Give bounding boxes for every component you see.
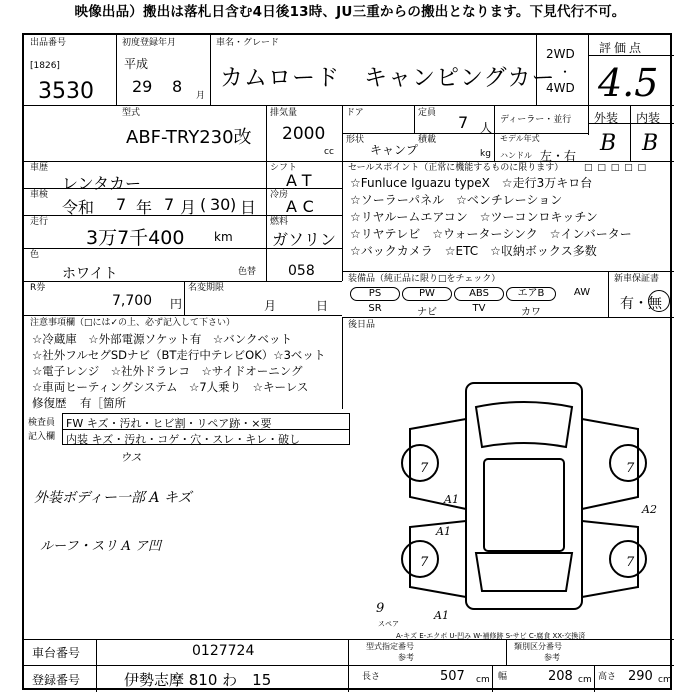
auction-sheet: [22, 33, 672, 690]
sales-point-line: ☆Funluce Iguazu typeX ☆走行3万キロ台: [350, 176, 593, 190]
equip-leather: カワ: [521, 307, 541, 318]
equip-navi: ナビ: [417, 307, 437, 318]
model-name: カムロード キャンピングカー: [220, 65, 556, 91]
inspection-era: 令和: [62, 198, 95, 217]
inspection-year: 7: [116, 195, 127, 214]
height-value: 290: [628, 669, 653, 684]
inspection-day: 30: [210, 195, 231, 214]
type-label: 型式: [122, 108, 141, 118]
color-code: 058: [288, 263, 315, 279]
width-unit: cm: [578, 675, 592, 685]
equip-aw: AW: [573, 287, 591, 298]
plate-label: 登録番号: [32, 673, 81, 687]
color-value: ホワイト: [62, 266, 118, 282]
shift-label: シフト: [270, 163, 298, 173]
mileage-label: 走行: [30, 217, 49, 227]
diagram-mark: 7: [420, 461, 429, 476]
displacement-label: 排気量: [270, 108, 298, 118]
registration-month-unit: 月: [196, 91, 206, 101]
sales-point-line: ☆ソーラーパネル ☆ベンチレーション: [350, 193, 563, 207]
new-car-value: 有・無: [620, 296, 662, 312]
lot-label: 出品番号: [30, 38, 67, 48]
title-change-month: 月: [264, 299, 277, 313]
body-shape-label: 形状: [346, 135, 365, 145]
handwritten-note-1: 外装ボディー一部 A キズ: [34, 490, 192, 506]
grade-value: 4.5: [598, 61, 659, 105]
registration-year: 29: [132, 77, 153, 96]
inspection-month: 7: [164, 195, 175, 214]
equip-pw: PW: [402, 287, 452, 301]
exterior-value: B: [600, 131, 617, 156]
inspection-month-unit: 月: [180, 198, 197, 217]
note-line: ☆車両ヒーティングシステム ☆7人乗り ☆キーレス: [32, 380, 309, 394]
registration-label: 初度登録年月: [122, 38, 177, 48]
capacity-label: 定員: [418, 108, 437, 118]
type-value: ABF-TRY230改: [126, 127, 252, 148]
inspection-open-paren: (: [200, 195, 207, 214]
shift-value: AT: [286, 171, 318, 190]
category-value: 参考: [544, 653, 560, 662]
inspector-mark: ウス: [120, 451, 142, 464]
diagram-mark: A2: [642, 503, 657, 516]
body-shape-value: キャンプ: [370, 143, 419, 157]
diagram-mark: 7: [626, 555, 635, 570]
drive-separator: ・: [559, 65, 572, 79]
interior-value: B: [642, 131, 659, 156]
equip-tv: TV: [472, 303, 486, 314]
inspection-day-unit: 日: [240, 198, 257, 217]
doors-label: ドア: [346, 108, 364, 118]
diagram-mark: 9: [376, 601, 385, 616]
length-unit: cm: [476, 675, 490, 685]
drive-4wd: 4WD: [546, 81, 575, 95]
designated-label: 型式指定番号: [366, 642, 414, 651]
history-value: レンタカー: [62, 174, 141, 193]
recycle-unit: 円: [170, 297, 183, 311]
ac-label: 冷房: [270, 190, 289, 200]
recycle-value: 7,700: [112, 293, 153, 309]
inspector-label-2: 記入欄: [28, 432, 56, 442]
drive-2wd: 2WD: [546, 47, 575, 61]
category-label: 類別区分番号: [514, 642, 562, 651]
diagram-legend: A-キズ E-エクボ U-凹み W-補修跡 S-サビ C-腐食 XX-交換済: [396, 632, 586, 640]
length-value: 507: [440, 669, 465, 684]
height-unit: cm: [658, 675, 672, 685]
model-year-label: モデル年式: [500, 134, 540, 143]
diagram-mark: A1: [436, 525, 451, 538]
new-car-label: 新車保証書: [614, 274, 660, 284]
capacity-value: 7: [458, 113, 469, 132]
height-label: 高さ: [598, 672, 617, 682]
dealer-label: ディーラー・並行: [500, 115, 572, 125]
mileage-value: 3万7千400: [86, 227, 185, 249]
rear-seat-label: 後日品: [348, 320, 376, 330]
chassis-value: 0127724: [192, 643, 255, 659]
repair-value: 有［箇所: [80, 396, 126, 410]
fuel-value: ガソリン: [272, 230, 337, 249]
sales-points-list: [350, 175, 672, 260]
note-line: ☆冷蔵庫 ☆外部電源ソケット有 ☆バンクベット: [32, 332, 293, 346]
displacement-value: 2000: [282, 124, 326, 144]
vehicle-diagram: [380, 377, 670, 617]
load-unit: kg: [480, 149, 491, 159]
notes-list: [32, 331, 342, 395]
spare-label: スペア: [378, 620, 399, 628]
title-change-label: 名変期限: [188, 283, 225, 293]
color-code-label: 色替: [238, 267, 257, 277]
diagram-mark: A1: [444, 493, 459, 506]
capacity-unit: 人: [480, 121, 493, 135]
fuel-label: 燃料: [270, 217, 289, 227]
diagram-mark: 7: [626, 461, 635, 476]
interior-label: 内装: [636, 111, 661, 125]
sales-points-checks: □ □ □ □ □: [584, 163, 647, 173]
banner: 映像出品）搬出は落札日含む4日後13時、JU三重からの搬出となります。下見代行不可。: [74, 4, 626, 20]
inspector-label: 検査員: [28, 418, 56, 428]
plate-value: 伊勢志摩 810 わ 15: [124, 671, 272, 689]
grade-label: 評価点: [599, 41, 645, 55]
chassis-label: 車台番号: [32, 646, 81, 660]
equip-ps: PS: [350, 287, 400, 301]
width-value: 208: [548, 669, 573, 684]
equip-sr: SR: [368, 303, 382, 314]
sales-points-label: セールスポイント（正常に機能するものに限ります）: [348, 163, 564, 173]
recycle-label: R券: [30, 283, 46, 293]
exterior-label: 外装: [594, 111, 619, 125]
sales-point-line: ☆リヤルームエアコン ☆ツーコンロキッチン: [350, 210, 598, 224]
lot-number: 3530: [38, 79, 94, 104]
sales-point-line: ☆バックカメラ ☆ETC ☆収納ボックス多数: [350, 244, 597, 258]
note-line: ☆電子レンジ ☆社外ドラレコ ☆サイドオーニング: [32, 364, 303, 378]
designated-value: 参考: [398, 653, 414, 662]
color-label: 色: [30, 250, 40, 260]
mileage-unit: km: [214, 230, 233, 244]
repair-label: 修復歴: [32, 396, 67, 410]
displacement-unit: cc: [324, 147, 334, 157]
registration-era: 平成: [124, 57, 149, 71]
handwritten-note-2: ルーフ・スリ A ア凹: [40, 539, 162, 554]
inspector-line-2: 内装 キズ・汚れ・コゲ・穴・スレ・キレ・破し: [66, 433, 301, 446]
ac-value: AC: [286, 197, 320, 216]
equipment-label: 装備品（純正品に限り□をチェック）: [348, 274, 501, 284]
width-label: 幅: [498, 672, 508, 682]
title-change-day: 日: [316, 299, 329, 313]
inspector-line-1: FW キズ・汚れ・ヒビ割・リペア跡・×要: [66, 417, 272, 430]
registration-month: 8: [172, 77, 183, 96]
note-line: ☆社外フルセグSDナビ（BT走行中テレビOK）☆3ベット: [32, 348, 326, 362]
inspection-label: 車検: [30, 190, 49, 200]
inspection-year-unit: 年: [136, 198, 153, 217]
lot-code: [1826]: [30, 61, 60, 71]
length-label: 長さ: [362, 672, 381, 682]
equip-airbag: エアB: [506, 287, 556, 301]
load-label: 積載: [418, 135, 437, 145]
steering-label: ハンドル: [500, 151, 532, 160]
steering-value: 左・右: [540, 149, 577, 163]
history-label: 車歴: [30, 163, 49, 173]
diagram-mark: A1: [434, 609, 449, 622]
model-name-label: 車名・グレード: [216, 38, 280, 48]
equip-abs: ABS: [454, 287, 504, 301]
sales-point-line: ☆リヤテレビ ☆ウォーターシンク ☆インバーター: [350, 227, 632, 241]
inspection-close-paren: ): [230, 195, 237, 214]
diagram-mark: 7: [420, 555, 429, 570]
new-car-circle: [648, 290, 670, 312]
notes-label: 注意事項欄（□には✓の上、必ず記入して下さい）: [30, 318, 236, 328]
